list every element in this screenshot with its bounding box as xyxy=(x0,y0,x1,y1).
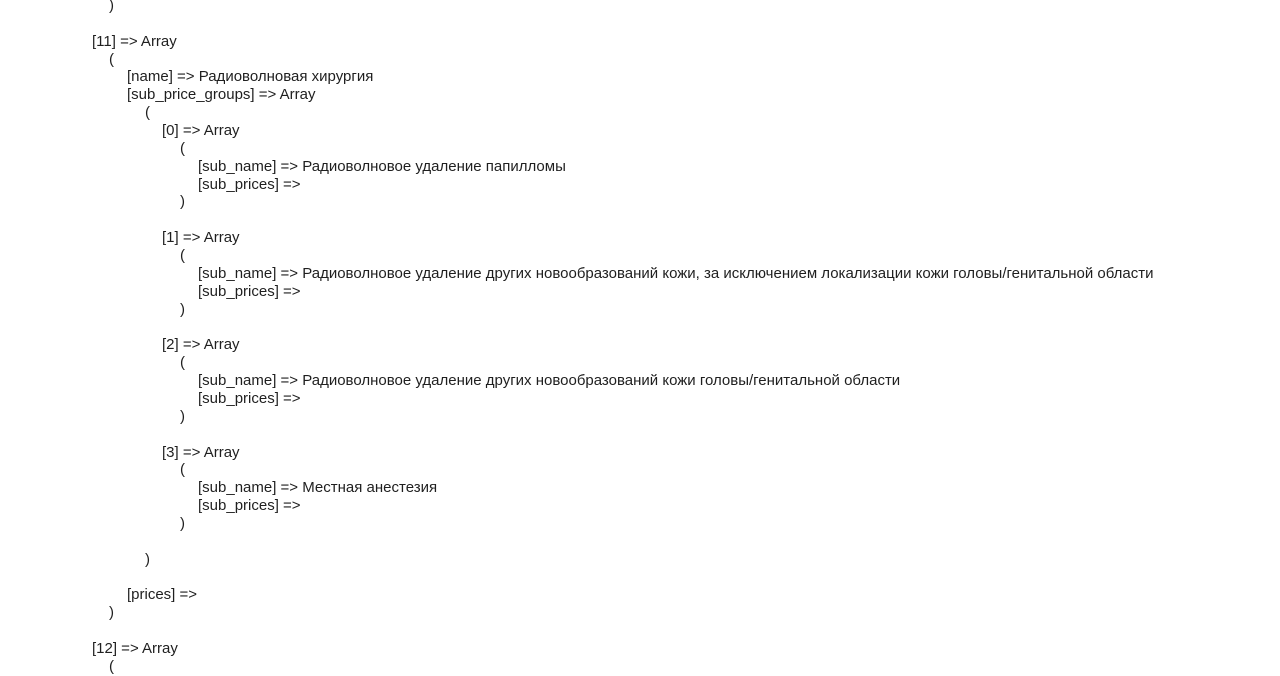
dump-line: [1] => Array xyxy=(162,229,240,247)
dump-line: [2] => Array xyxy=(162,336,240,354)
dump-line: [12] => Array xyxy=(92,639,178,657)
dump-line: ) xyxy=(109,0,114,14)
dump-line: ( xyxy=(180,139,185,157)
dump-line: ( xyxy=(180,461,185,479)
dump-line: ) xyxy=(109,604,114,622)
dump-line: [sub_name] => Радиоволновое удаление других новообразований кожи, за исключением локализации кожи головы/генитальной области xyxy=(198,264,1154,282)
dump-line: [name] => Радиоволновая хирургия xyxy=(127,68,374,86)
dump-line: [sub_name] => Радиоволновое удаление папилломы xyxy=(198,157,566,175)
dump-line: [sub_price_groups] => Array xyxy=(127,86,316,104)
dump-line: ( xyxy=(145,104,150,122)
dump-line: ) xyxy=(180,407,185,425)
dump-line: ) xyxy=(180,193,185,211)
dump-line: [3] => Array xyxy=(162,443,240,461)
dump-line: ( xyxy=(109,50,114,68)
dump-line: [sub_prices] => xyxy=(198,175,301,193)
dump-line: ) xyxy=(145,550,150,568)
dump-line: [0] => Array xyxy=(162,122,240,140)
dump-line: [11] => Array xyxy=(92,32,177,50)
dump-line: [sub_prices] => xyxy=(198,497,301,515)
dump-line: [sub_name] => Местная анестезия xyxy=(198,479,438,497)
dump-line: [prices] => xyxy=(127,586,198,604)
dump-line: [sub_name] => Радиоволновое удаление других новообразований кожи головы/генитальной области xyxy=(198,372,901,390)
dump-line: ( xyxy=(180,354,185,372)
dump-line: [sub_prices] => xyxy=(198,282,301,300)
dump-line: ( xyxy=(180,247,185,265)
dump-line: ( xyxy=(109,657,114,675)
dump-line: ) xyxy=(180,300,185,318)
dump-line: ) xyxy=(180,514,185,532)
dump-line: [sub_prices] => xyxy=(198,389,301,407)
